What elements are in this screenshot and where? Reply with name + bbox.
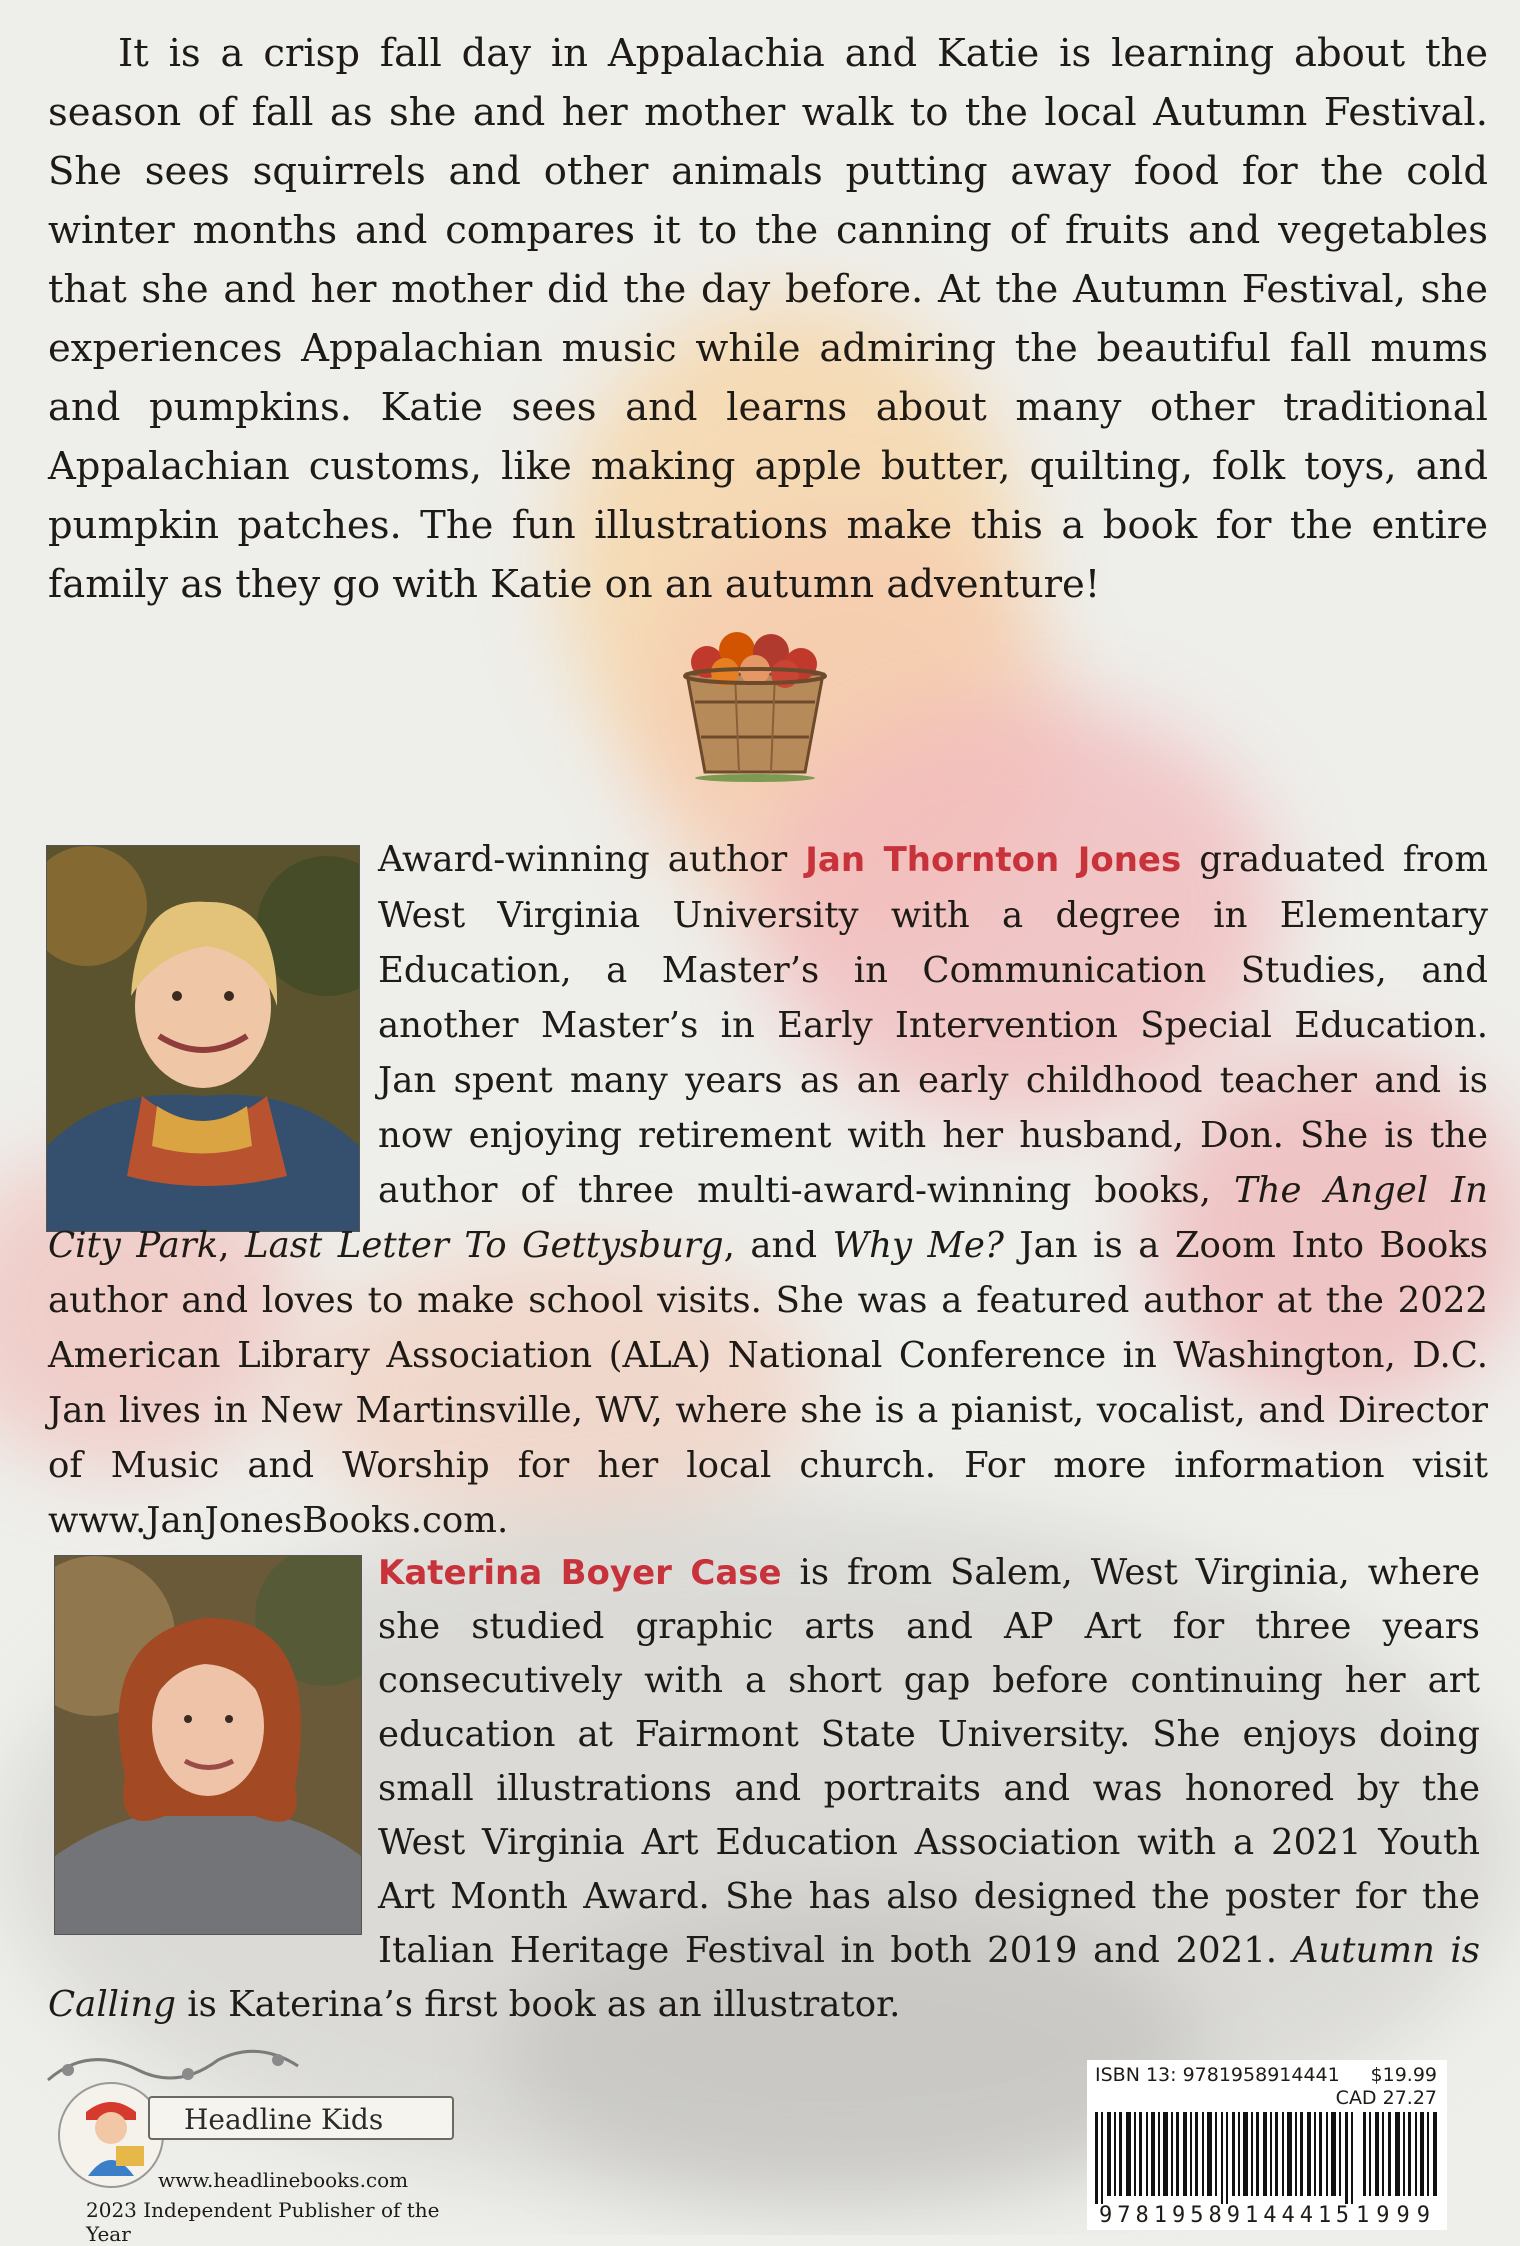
book-title-3: Why Me? <box>832 1225 1004 1266</box>
back-cover-blurb: It is a crisp fall day in Appalachia and Katie is learning about the season of fall as she and her mother walk to the local Autumn Festival. She sees squirrels and other animals putting away food for the cold winter months and compares it to the canning of fruits and vegetables that she and her mother did the day before. At the Autumn Festival, she experiences Appalachian music while admiring the beautiful fall mums and pumpkins. Katie sees and learns about many other traditional Appalachian customs, like making apple butter, quilting, folk toys, and pumpkin patches. The fun illustrations make this a book for the entire family as they go with Katie on an autumn adventure! <box>48 31 1488 607</box>
isbn-barcode <box>1087 2060 1447 2230</box>
barcode-bars <box>1095 2112 1357 2204</box>
author-bio: Award-winning author Jan Thornton Jones graduated from West Virginia University with a degree in Elementary Education, a Master’s in Communication Studies, and another Master’s in Early Intervention Special Education. Jan spent many years as an early childhood teacher and is now enjoying retirement with her husband, Don. She is the author of three multi-award-winning books, The Angel In City Park, Last Letter To Gettysburg, and Why Me? Jan is a Zoom Into Books author and loves to make school visits. She was a featured author at the 2022 American Library Association (ALA) National Conference in Washington, D.C. Jan lives in New Martinsville, WV, where she is a pianist, vocalist, and Director of Music and Worship for her local church. For more information visit www.JanJonesBooks.com. <box>48 839 1489 1541</box>
book-title-1: The Angel In City Park <box>48 1170 1488 1266</box>
price-cad: CAD 27.27 <box>1335 2087 1437 2109</box>
author-bio-text-2: Jan is a Zoom Into Books author and loves to make school visits. She was a featured author at the 2022 American Library Association (ALA) National Conference in Washington, D.C. Jan lives in New Martinsville, WV, where she is a pianist, vocalist, and Director of Music and Worship for her local church. For more information visit www.JanJonesBooks.com. <box>48 1225 1488 1541</box>
apple-basket-illustration <box>675 612 835 782</box>
author-name: Jan Thornton Jones <box>805 840 1182 880</box>
isbn-label: ISBN 13: 9781958914441 <box>1095 2064 1340 2086</box>
publisher-logo <box>28 2040 488 2246</box>
price-usd: $19.99 <box>1370 2064 1437 2086</box>
book-title-2: Last Letter To Gettysburg <box>245 1225 724 1266</box>
barcode-addon-bars <box>1363 2112 1439 2204</box>
illustrator-bio-text-1: is from Salem, West Virginia, where she studied graphic arts and AP Art for three years consecutively with a short gap before continuing her art education at Fairmont State University. She enjoys doing small illustrations and portraits and was honored by the West Virginia Art Education Association with a 2021 Youth Art Month Award. She has also designed the poster for the Italian Heritage Festival in both 2019 and 2021. <box>378 1552 1480 1971</box>
publisher-url: www.headlinebooks.com <box>158 2168 409 2192</box>
barcode-addon-number: 51999 <box>1335 2203 1437 2228</box>
publisher-name: Headline Kids <box>148 2096 454 2140</box>
barcode-number: 9781958914441 <box>1099 2203 1337 2228</box>
illustrator-bio <box>48 1546 1480 2032</box>
illustrator-name: Katerina Boyer Case <box>378 1553 782 1593</box>
publisher-award: 2023 Independent Publisher of the Year <box>86 2198 440 2246</box>
author-bio-text-1: graduated from West Virginia University with a degree in Elementary Education, a Master’s in Communication Studies, and another Master’s in Early Intervention Special Education. Jan spent many years as an early childhood teacher and is now enjoying retirement with her husband, Don. She is the author of three multi-award-winning books, <box>378 839 1489 1211</box>
author-bio-intro: Award-winning author <box>378 839 806 880</box>
illustrator-bio-text-2: is Katerina’s first book as an illustrator. <box>175 1984 901 2025</box>
book-title: Autumn is Calling <box>48 1930 1481 2025</box>
